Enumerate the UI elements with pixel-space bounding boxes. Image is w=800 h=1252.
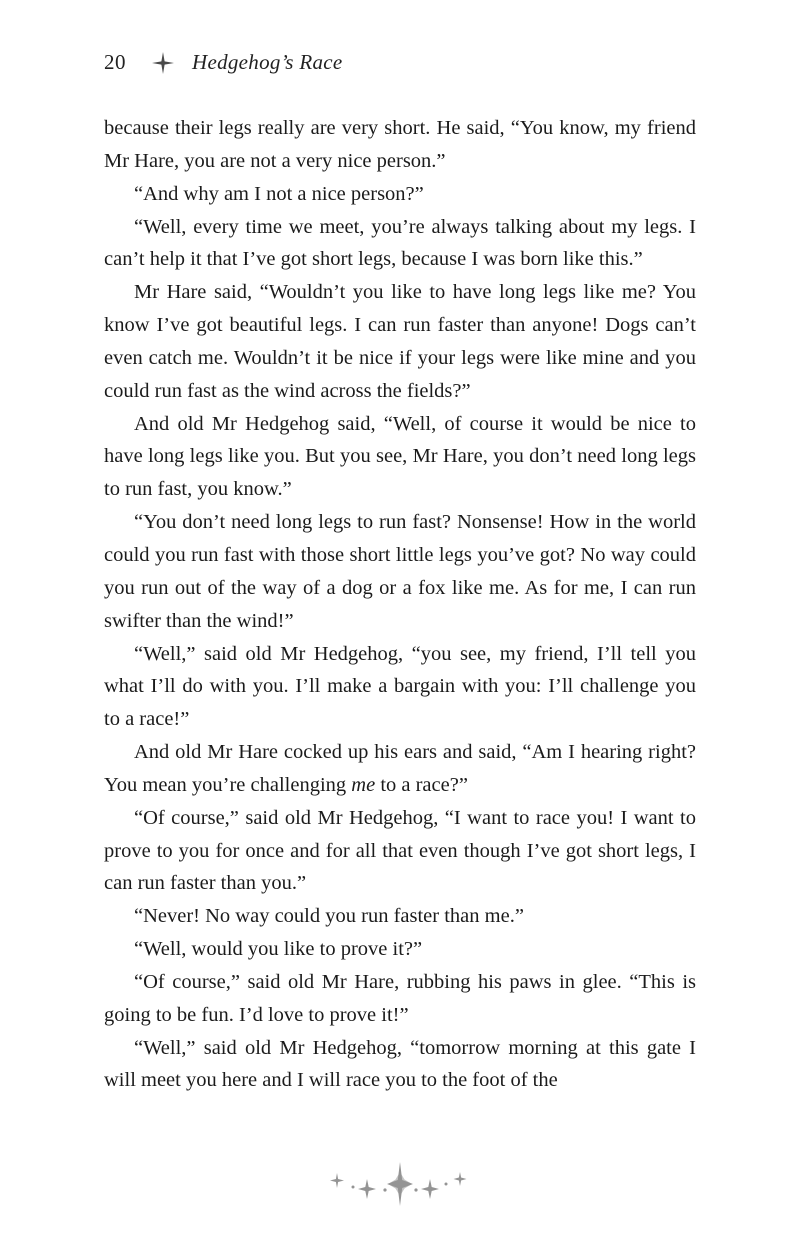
paragraph: [104, 211, 696, 277]
paragraph: [104, 736, 696, 802]
page-header: [104, 50, 343, 75]
paragraph: [104, 1032, 696, 1098]
paragraph-text: “Well, would you like to prove it?”: [134, 938, 423, 961]
paragraph-text: because their legs really are very short. He said, “You know, my friend Mr Hare, you are not a very nice person.”: [104, 117, 696, 172]
paragraph: [104, 408, 696, 507]
paragraph-text: “Never! No way could you run faster than me.”: [134, 905, 524, 928]
paragraph-text: Mr Hare said, “Wouldn’t you like to have long legs like me? You know I’ve got beautiful legs. I can run faster than anyone! Dogs can’t even catch me. Wouldn’t it be nice if your legs were like mine and you could run fast as the wind across the fields?”: [104, 281, 696, 402]
paragraph-text: “Well,” said old Mr Hedgehog, “tomorrow morning at this gate I will meet you here and I will race you to the foot of the: [104, 1036, 696, 1092]
paragraph-text: “Of course,” said old Mr Hedgehog, “I want to race you! I want to prove to you for once and for all that even though I’ve got short legs, I can run faster than you.”: [104, 806, 696, 895]
paragraph-text: “Well,” said old Mr Hedgehog, “you see, my friend, I’ll tell you what I’ll do with you. I’ll make a bargain with you: I’ll challenge you to a race!”: [104, 642, 696, 731]
emphasized-text: me: [351, 773, 376, 796]
sparkle-icon: [152, 52, 174, 74]
paragraph: [104, 933, 696, 966]
paragraph-text: “And why am I not a nice person?”: [134, 182, 424, 205]
paragraph-text: to a race?”: [375, 773, 468, 796]
paragraph: [104, 112, 696, 178]
body-text: [104, 112, 696, 1097]
running-head: Hedgehog’s Race: [192, 50, 343, 74]
paragraph-text: “Of course,” said old Mr Hare, rubbing his paws in glee. “This is going to be fun. I’d love to prove it!”: [104, 970, 696, 1026]
paragraph: [104, 506, 696, 637]
paragraph-text: “Well, every time we meet, you’re always talking about my legs. I can’t help it that I’ve got short legs, because I was born like this.”: [104, 215, 696, 271]
paragraph: [104, 638, 696, 737]
paragraph-text: “You don’t need long legs to run fast? Nonsense! How in the world could you run fast with those short little legs you’ve got? No way could you run out of the way of a dog or a fox like me. As for me, I can run swifter than the wind!”: [104, 511, 696, 632]
page-footer: [0, 1160, 800, 1212]
paragraph: [104, 802, 696, 901]
paragraph: [104, 900, 696, 933]
page-number: 20: [104, 50, 126, 74]
paragraph: [104, 966, 696, 1032]
paragraph-text: And old Mr Hare cocked up his ears and said, “Am I hearing right? You mean you’re challenging: [104, 741, 696, 796]
paragraph: [104, 178, 696, 211]
sparkle-ornament-icon: [315, 1160, 485, 1212]
paragraph: [104, 276, 696, 407]
paragraph-text: And old Mr Hedgehog said, “Well, of course it would be nice to have long legs like you. But you see, Mr Hare, you don’t need long legs to run fast, you know.”: [104, 412, 696, 501]
